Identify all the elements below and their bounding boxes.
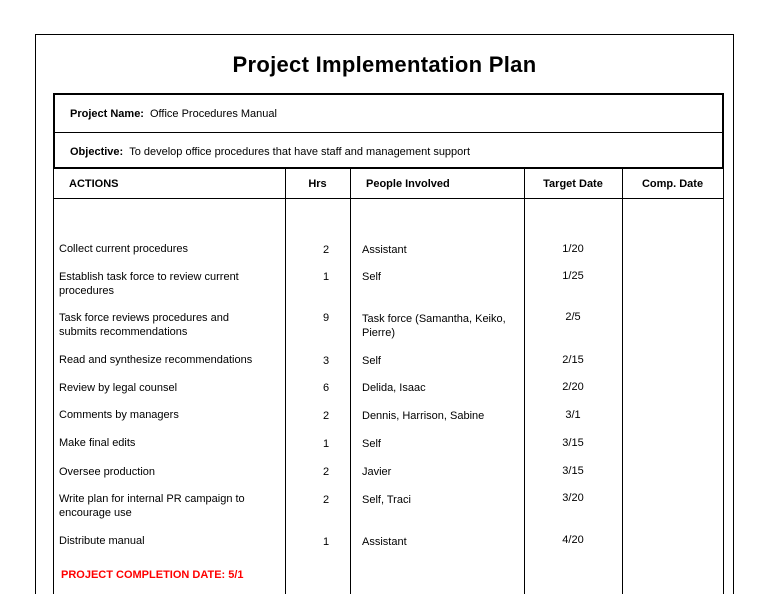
project-name-label: Project Name: [70, 107, 144, 120]
action-cell: Task force reviews procedures and submits recommendations [59, 312, 229, 338]
people-cell: Self, Traci [362, 494, 411, 506]
target-date-cell: 2/20 [562, 381, 584, 393]
objective-value: To develop office procedures that have staff and management support [129, 146, 471, 158]
people-cell: Self [362, 438, 381, 450]
hrs-cell: 2 [322, 466, 330, 478]
hrs-cell: 9 [322, 312, 330, 324]
hrs-cell: 2 [322, 410, 330, 422]
page-title: Project Implementation Plan [232, 52, 537, 77]
target-date-cell: 4/20 [562, 534, 584, 546]
project-name-row [55, 95, 722, 133]
hrs-cell: 1 [322, 536, 330, 548]
action-cell: Read and synthesize recommendations [59, 354, 253, 366]
actions-table [53, 169, 724, 594]
column-divider [622, 169, 623, 594]
hrs-cell: 2 [322, 244, 330, 256]
target-date-cell: 3/15 [562, 437, 584, 449]
action-cell: Oversee production [59, 466, 155, 478]
project-completion-date: PROJECT COMPLETION DATE: 5/1 [61, 569, 244, 581]
people-cell: Delida, Isaac [362, 382, 426, 394]
table-border-right [723, 169, 724, 594]
target-date-cell: 3/15 [562, 465, 584, 477]
action-cell: Review by legal counsel [59, 382, 178, 394]
target-date-cell: 2/15 [562, 354, 584, 366]
people-cell: Dennis, Harrison, Sabine [362, 410, 485, 422]
action-cell: Distribute manual [59, 535, 145, 547]
project-info-box [53, 93, 724, 169]
action-cell: Write plan for internal PR campaign to encourage use [59, 493, 245, 519]
action-cell: Collect current procedures [59, 243, 189, 255]
hrs-cell: 6 [322, 382, 330, 394]
target-date-cell: 1/20 [562, 243, 584, 255]
target-date-cell: 2/5 [565, 311, 581, 323]
table-border-left [53, 169, 54, 594]
hrs-cell: 1 [322, 438, 330, 450]
people-cell: Self [362, 355, 381, 367]
people-cell: Task force (Samantha, Keiko, Pierre) [362, 313, 506, 339]
action-cell: Comments by managers [59, 409, 179, 421]
document-page [35, 34, 734, 594]
people-cell: Javier [362, 466, 392, 478]
column-divider [350, 169, 351, 594]
project-name-value: Office Procedures Manual [149, 107, 277, 120]
people-cell: Self [362, 271, 381, 283]
hrs-cell: 3 [322, 355, 330, 367]
hrs-cell: 1 [322, 271, 330, 283]
target-date-cell: 3/1 [565, 409, 581, 421]
action-cell: Make final edits [59, 437, 136, 449]
people-cell: Assistant [362, 244, 407, 256]
hrs-cell: 2 [322, 494, 330, 506]
header-divider [53, 198, 724, 199]
header-actions: ACTIONS [69, 177, 119, 190]
header-comp-date: Comp. Date [641, 177, 704, 190]
objective-row [55, 133, 722, 171]
target-date-cell: 1/25 [562, 270, 584, 282]
header-people: People Involved [366, 177, 450, 190]
people-cell: Assistant [362, 536, 407, 548]
action-cell: Establish task force to review current procedures [59, 271, 239, 297]
header-hrs: Hrs [308, 177, 327, 190]
header-target-date: Target Date [543, 177, 603, 190]
objective-label: Objective: [70, 146, 124, 158]
target-date-cell: 3/20 [562, 492, 584, 504]
